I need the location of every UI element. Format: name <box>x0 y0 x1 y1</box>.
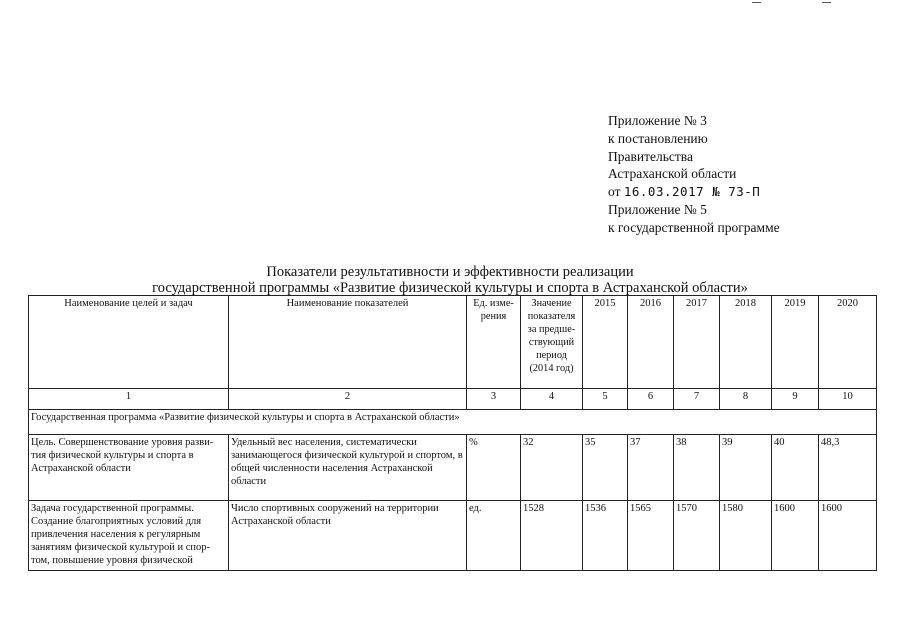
appendix-line: к государственной программе <box>608 219 780 235</box>
document-title <box>120 264 780 296</box>
column-number: 2 <box>229 389 467 410</box>
year-value-cell: 1580 <box>720 501 772 571</box>
header-year: 2020 <box>819 296 877 389</box>
appendix-line: Приложение № 3 <box>608 113 707 128</box>
column-number: 1 <box>29 389 229 410</box>
year-value-cell: 1536 <box>583 501 628 571</box>
year-value-cell: 35 <box>583 435 628 501</box>
date-stamp: 16.03.2017 № 73-П <box>623 184 761 200</box>
indicator-cell: Удельный вес населения, систематически занимающегося физической культурой и спортом, в общей численности населения Астраханской области <box>229 435 467 501</box>
column-number: 5 <box>583 389 628 410</box>
year-value-cell: 48,3 <box>819 435 877 501</box>
table-row <box>29 435 877 501</box>
header-year: 2019 <box>772 296 819 389</box>
year-value-cell: 38 <box>674 435 720 501</box>
unit-cell: % <box>467 435 521 501</box>
column-number: 4 <box>521 389 583 410</box>
header-row <box>29 296 877 389</box>
header-unit: Ед. изме-рения <box>467 296 521 389</box>
year-value-cell: 40 <box>772 435 819 501</box>
appendix-line: Астраханской области <box>608 166 737 182</box>
year-value-cell: 37 <box>628 435 674 501</box>
header-year: 2015 <box>583 296 628 389</box>
title-line-2: государственной программы «Развитие физической культуры и спорта в Астраханской области» <box>152 280 748 296</box>
year-value-cell: 1570 <box>674 501 720 571</box>
header-goals: Наименование целей и задач <box>29 296 229 389</box>
indicators-table <box>28 295 877 571</box>
appendix-date-line <box>608 183 898 201</box>
scan-mark <box>822 2 831 3</box>
appendix-block <box>608 112 898 237</box>
appendix-line: к постановлению <box>608 130 708 146</box>
goal-cell: Цель. Совершенствование уровня разви-тия физической культуры и спорта в Астраханской области <box>29 435 229 501</box>
year-value-cell: 1600 <box>819 501 877 571</box>
column-number: 9 <box>772 389 819 410</box>
header-indicator: Наименование показателей <box>229 296 467 389</box>
indicator-cell: Число спортивных сооружений на территории Астраханской области <box>229 501 467 571</box>
base-value-cell: 1528 <box>521 501 583 571</box>
unit-cell: ед. <box>467 501 521 571</box>
year-value-cell: 39 <box>720 435 772 501</box>
year-value-cell: 1565 <box>628 501 674 571</box>
column-number: 7 <box>674 389 720 410</box>
appendix-line: Приложение № 5 <box>608 201 707 217</box>
section-title: Государственная программа «Развитие физической культуры и спорта в Астраханской области» <box>29 410 877 435</box>
column-number: 6 <box>628 389 674 410</box>
appendix-line: Правительства <box>608 148 693 164</box>
base-value-cell: 32 <box>521 435 583 501</box>
column-number-row <box>29 389 877 410</box>
goal-cell: Задача государственной программы. Создание благоприятных условий для привлечения населения к регулярным занятиям физической культурой и спор-том, повышение уровня физической <box>29 501 229 571</box>
scan-mark <box>752 2 761 3</box>
column-number: 3 <box>467 389 521 410</box>
section-row <box>29 410 877 435</box>
header-year: 2018 <box>720 296 772 389</box>
column-number: 10 <box>819 389 877 410</box>
header-base-value: Значение показателя за предше-ствующий период (2014 год) <box>521 296 583 389</box>
header-year: 2017 <box>674 296 720 389</box>
column-number: 8 <box>720 389 772 410</box>
table-row <box>29 501 877 571</box>
date-prefix: от <box>608 184 621 200</box>
title-line-1: Показатели результативности и эффективности реализации <box>266 264 634 280</box>
year-value-cell: 1600 <box>772 501 819 571</box>
header-year: 2016 <box>628 296 674 389</box>
